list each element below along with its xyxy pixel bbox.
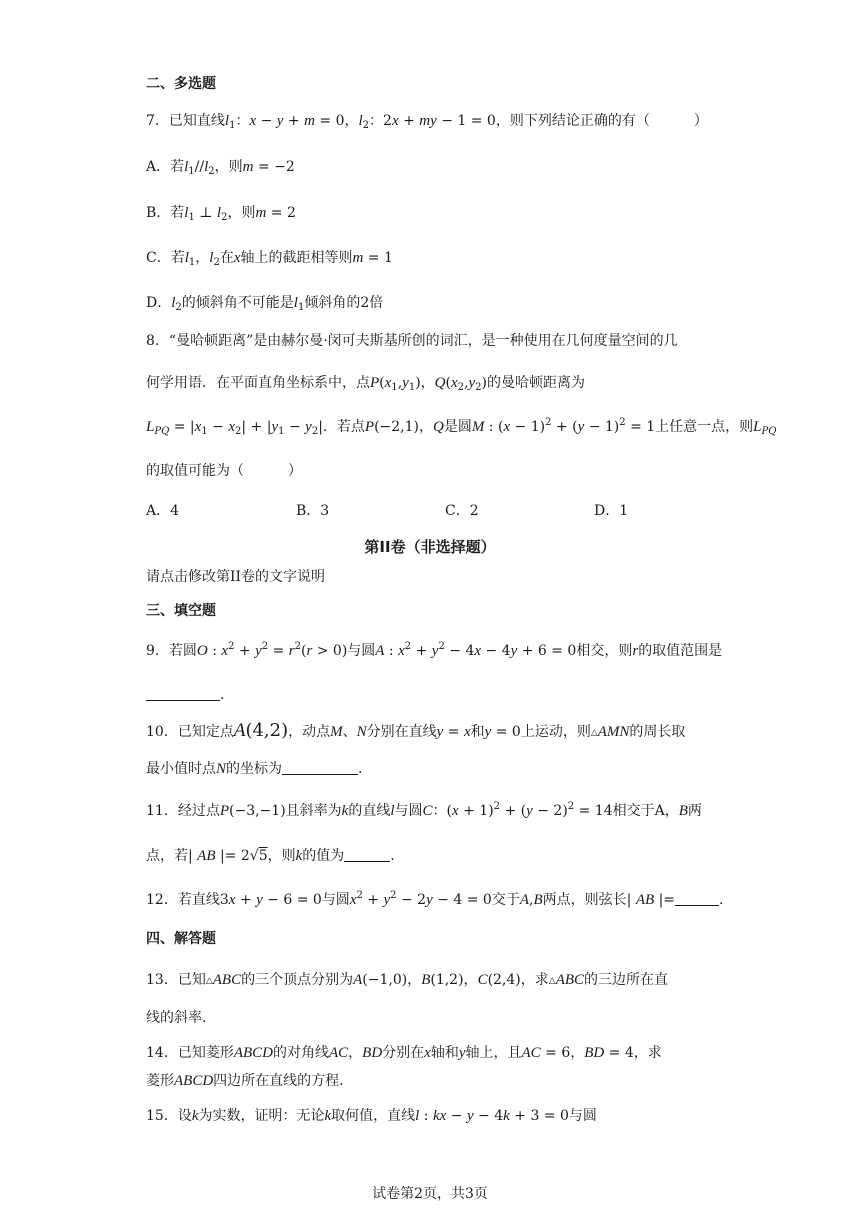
answer-blank[interactable] <box>675 891 719 906</box>
section-multi-choice: 二、多选题 <box>146 76 216 92</box>
q8-option-b: B．3 <box>296 503 330 519</box>
q15-line-1: 15．设k为实数，证明：无论k取何值，直线l : kx − y − 4k + 3 = 0与圆 <box>146 1108 597 1124</box>
q9-line-1: 9．若圆O : $x^2 + y^2 = r^2(r > 0)$与圆A : $x^2 + y^2 - 4x - 4y + 6 = 0$相交，则r的取值范围是 <box>146 641 723 659</box>
answer-blank[interactable] <box>344 847 390 862</box>
part2-note: 请点击修改第II卷的文字说明 <box>146 569 326 585</box>
section-fill-in: 三、填空题 <box>146 603 216 619</box>
q14-line-1: 14．已知菱形ABCD的对角线AC，BD分别在x轴和y轴上，且AC = 6，BD = 4，求 <box>146 1045 662 1061</box>
answer-blank[interactable] <box>146 686 220 701</box>
q13-line-2: 线的斜率. <box>146 1010 207 1026</box>
q10-line-2: 最小值时点N的坐标为 . <box>146 761 363 777</box>
q8-option-c: C．2 <box>445 503 479 519</box>
q11-line-2: 点，若| AB |= 2√5，则k的值为 . <box>146 848 395 864</box>
q7-stem: 7．已知直线$l_1$：x − y + m = 0，$l_2$：2x + my − 1 = 0，则下列结论正确的有（ ） <box>146 113 708 131</box>
q12-line-1: 12．若直线3x + y − 6 = 0与圆$x^2 + y^2 - 2y - 4 = 0$交于A,B两点，则弦长| AB |= . <box>146 890 724 908</box>
q7-option-b: B．若$l_1$ ⊥ $l_2$，则m = 2 <box>146 205 296 223</box>
answer-blank[interactable] <box>282 760 358 775</box>
q8-line-1: 8．“曼哈顿距离”是由赫尔曼·闵可夫斯基所创的词汇，是一种使用在几何度量空间的几 <box>146 333 678 349</box>
q14-line-2: 菱形ABCD四边所在直线的方程. <box>146 1073 344 1089</box>
q13-line-1: 13．已知△ABC的三个顶点分别为A(−1,0)，B(1,2)，C(2,4)，求△ABC的三边所在直 <box>146 972 669 988</box>
part2-title: 第II卷（非选择题） <box>364 538 496 556</box>
q8-line-2: 何学用语．在平面直角坐标系中，点$P(x_1,y_1)$，$Q(x_2,y_2)$的曼哈顿距离为 <box>146 375 585 393</box>
q8-line-4: 的取值可能为（ ） <box>146 463 302 479</box>
q7-option-a: A．若$l_1//l_2$，则m = −2 <box>146 159 295 177</box>
q9-line-2: . <box>146 685 224 705</box>
q11-line-1: 11．经过点P(−3,−1)且斜率为k的直线l与圆C：$(x + 1)^2 + (y - 2)^2 = 14$相交于A，B两 <box>146 801 702 819</box>
q8-option-a: A．4 <box>146 503 180 519</box>
q8-line-3: $L_{PQ} = |x_1 - x_2| + |y_1 - y_2|$．若点P(−2,1)，Q是圆M : $(x - 1)^2 + (y - 1)^2 = 1$上任意一点，则$L_{PQ}$ <box>146 417 777 437</box>
q7-option-c: C．若$l_1$，$l_2$在x轴上的截距相等则m = 1 <box>146 250 393 268</box>
q8-option-d: D．1 <box>594 503 629 519</box>
page-footer: 试卷第2页，共3页 <box>372 1186 488 1202</box>
q7-option-d: D．$l_2$的倾斜角不可能是$l_1$倾斜角的2倍 <box>146 295 384 313</box>
section-solve: 四、解答题 <box>146 931 216 947</box>
q10-line-1: 10．已知定点A(4,2)，动点M、N分别在直线y = x和y = 0上运动，则△AMN的周长取 <box>146 720 686 741</box>
